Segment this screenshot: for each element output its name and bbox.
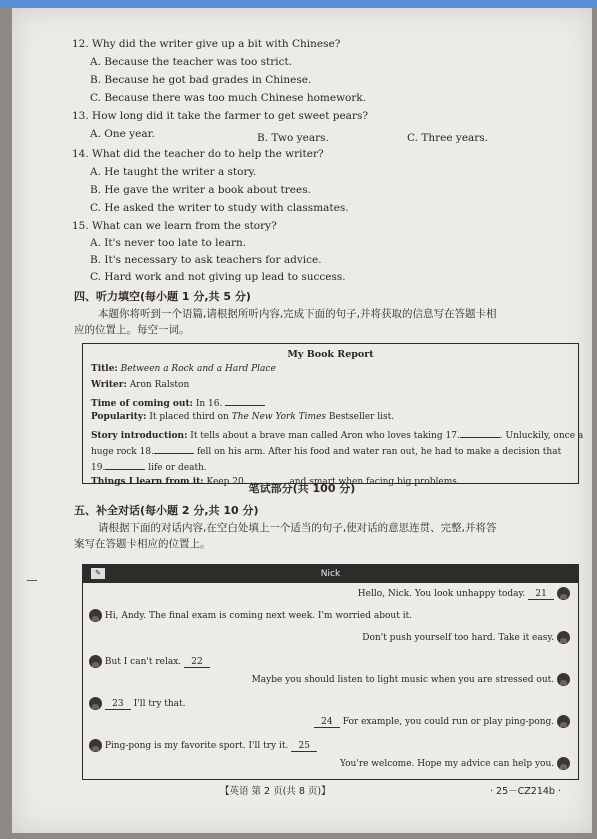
avatar-nick-icon — [89, 739, 102, 752]
written-part-heading: 笔试部分(共 100 分) — [248, 482, 356, 495]
question-12: 12. Why did the writer give up a bit with Chinese? — [72, 38, 341, 50]
avatar-andy-icon — [557, 587, 570, 600]
question-14-option-a: A. He taught the writer a story. — [90, 166, 257, 178]
avatar-nick-icon — [89, 609, 102, 622]
question-12-option-c: C. Because there was too much Chinese homework. — [90, 92, 367, 104]
question-13-option-b: B. Two years. — [257, 132, 329, 144]
question-12-option-b: B. Because he got bad grades in Chinese. — [90, 74, 312, 86]
question-13: 13. How long did it take the farmer to get sweet pears? — [72, 110, 368, 122]
chat-icon: ✎ — [91, 568, 105, 579]
report-popularity-line — [91, 412, 394, 422]
report-writer-value: Aron Ralston — [129, 380, 190, 390]
question-14-option-b: B. He gave the writer a book about trees. — [90, 184, 311, 196]
section-4-instruction-1: 本题你将听到一个语篇,请根据所听内容,完成下面的句子,并将获取的信息写在答题卡相 — [98, 308, 497, 320]
book-report-box — [82, 343, 584, 487]
question-12-option-a: A. Because the teacher was too strict. — [90, 56, 293, 68]
report-story-line-2 — [91, 444, 561, 457]
footer-page-info: 【英语 第 2 页(共 8 页)】 — [220, 786, 331, 797]
avatar-nick-icon — [89, 697, 102, 710]
report-story-line-3 — [91, 460, 207, 473]
report-title-value: Between a Rock and a Hard Place — [120, 364, 276, 374]
report-story-3b: life or death. — [148, 463, 207, 473]
dialog-line-2-text: Hi, Andy. The final exam is coming next week. I'm worried about it. — [104, 611, 413, 621]
avatar-andy-icon — [557, 757, 570, 770]
dialog-line-7 — [314, 715, 570, 728]
dialog-line-5 — [252, 673, 570, 686]
avatar-nick-icon — [89, 655, 102, 668]
blank-22: 22 — [184, 657, 210, 668]
book-report-title: My Book Report — [287, 349, 374, 360]
report-story-line-1 — [91, 428, 583, 441]
section-4-title: 四、听力填空(每小题 1 分,共 5 分) — [74, 290, 251, 303]
footer-code: · 25－CZ214b · — [490, 786, 561, 797]
avatar-andy-icon — [557, 715, 570, 728]
dialog-line-8-text: Ping-pong is my favorite sport. I'll try it. — [104, 741, 289, 751]
blank-17 — [460, 428, 500, 438]
report-story-1b: . Unluckily, once a — [499, 431, 584, 441]
report-writer-line — [91, 380, 189, 390]
dialog-line-4 — [89, 655, 210, 668]
dialog-line-1 — [358, 587, 570, 600]
blank-21: 21 — [528, 589, 554, 600]
section-5-instruction-2: 案写在答题卡相应的位置上。 — [74, 538, 211, 550]
avatar-andy-icon — [557, 631, 570, 644]
dialog-line-9 — [340, 757, 570, 770]
report-story-1a: It tells about a brave man called Aron who loves taking 17. — [190, 431, 460, 441]
question-13-option-a: A. One year. — [90, 128, 155, 140]
avatar-andy-icon — [557, 673, 570, 686]
report-title-label: Title: — [91, 364, 118, 374]
section-5-title: 五、补全对话(每小题 2 分,共 10 分) — [74, 504, 259, 517]
report-popularity-value-b: Bestseller list. — [326, 412, 395, 422]
question-15-option-b: B. It's necessary to ask teachers for advice. — [90, 254, 322, 266]
dialog-line-6-text: I'll try that. — [133, 699, 186, 709]
report-learn-b: and smart when facing big problems. — [289, 477, 460, 487]
dialog-box — [82, 564, 579, 780]
margin-divider — [27, 580, 37, 581]
question-15-option-a: A. It's never too late to learn. — [90, 237, 247, 249]
dialog-line-8 — [89, 739, 317, 752]
dialog-line-5-text: Maybe you should listen to light music when you are stressed out. — [251, 675, 555, 685]
blank-25: 25 — [291, 741, 317, 752]
blank-24: 24 — [314, 717, 340, 728]
report-story-2b: fell on his arm. After his food and water ran out, he had to make a decision that — [196, 447, 562, 457]
report-popularity-italic: The New York Times — [231, 412, 327, 422]
report-popularity-label: Popularity: — [91, 412, 147, 422]
report-story-2a: huge rock 18. — [91, 447, 154, 457]
dialog-line-9-text: You're welcome. Hope my advice can help you. — [339, 759, 555, 769]
blank-23: 23 — [105, 699, 131, 710]
question-14: 14. What did the teacher do to help the writer? — [72, 148, 324, 160]
dialog-line-6 — [89, 697, 186, 710]
report-story-3a: 19. — [91, 463, 106, 473]
section-5-instruction-1: 请根据下面的对话内容,在空白处填上一个适当的句子,使对话的意思连贯、完整,并将答 — [98, 522, 497, 534]
question-14-option-c: C. He asked the writer to study with classmates. — [90, 202, 349, 214]
dialog-line-4-text: But I can't relax. — [104, 657, 182, 667]
dialog-header-bar — [83, 565, 578, 583]
question-15: 15. What can we learn from the story? — [72, 220, 277, 232]
dialog-line-1-text: Hello, Nick. You look unhappy today. — [357, 589, 526, 599]
report-title-line — [91, 364, 276, 374]
question-15-option-c: C. Hard work and not giving up lead to success. — [90, 271, 346, 283]
dialog-header-name: Nick — [320, 569, 341, 579]
report-story-label: Story introduction: — [91, 431, 188, 441]
dialog-line-2 — [89, 609, 412, 622]
report-writer-label: Writer: — [91, 380, 127, 390]
exam-page — [12, 8, 592, 833]
report-time-label: Time of coming out: — [91, 399, 193, 409]
blank-16 — [225, 396, 265, 406]
question-13-option-c: C. Three years. — [407, 132, 489, 144]
report-popularity-value-a: It placed third on — [149, 412, 232, 422]
dialog-line-3-text: Don't push yourself too hard. Take it easy. — [362, 633, 555, 643]
section-4-instruction-2: 应的位置上。每空一词。 — [74, 324, 190, 336]
blank-18 — [154, 444, 194, 454]
blank-19 — [105, 460, 145, 470]
report-learn-label: Things I learn from it: — [91, 477, 204, 487]
window-top-bar — [0, 0, 597, 7]
dialog-line-3 — [362, 631, 570, 644]
report-time-line — [91, 396, 265, 409]
report-learn-a: Keep 20. — [206, 477, 247, 487]
dialog-line-7-text: For example, you could run or play ping-pong. — [342, 717, 555, 727]
report-time-value: In 16. — [195, 399, 223, 409]
